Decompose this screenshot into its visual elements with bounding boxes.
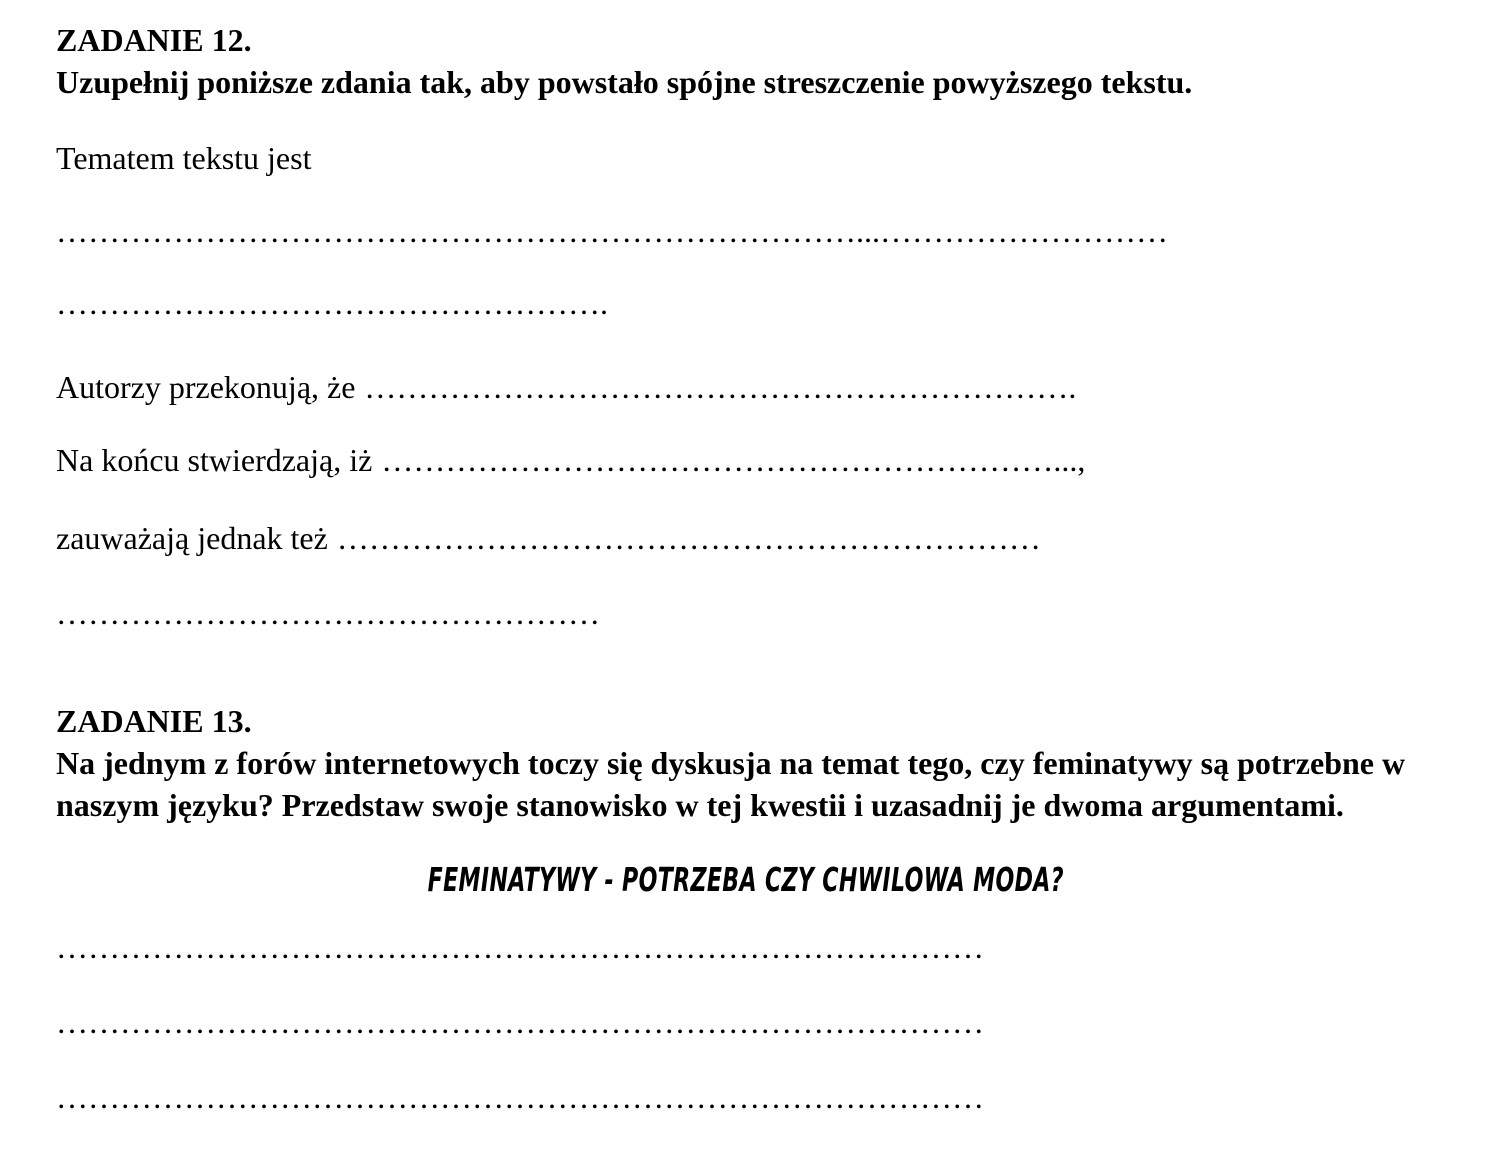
answer-blank-line-1: …………………………………………………………………...……………………… <box>56 213 1168 249</box>
task-12-heading: ZADANIE 12. <box>56 22 252 58</box>
task-12-opening-phrase: Tematem tekstu jest <box>56 140 312 176</box>
answer-blank-inline: ………………………………………………………… <box>336 520 1041 556</box>
essay-blank-line-2: …………………………………………………………………………… <box>56 1004 984 1040</box>
answer-blank-line-2: ……………………………………………. <box>56 285 608 321</box>
sentence-starter-conclusion <box>56 439 1436 481</box>
essay-blank-line-3: …………………………………………………………………………… <box>56 1079 984 1115</box>
essay-blank-line-1: …………………………………………………………………………… <box>56 929 984 965</box>
task-13-section <box>56 700 1436 1118</box>
sentence-starter-label: Autorzy przekonują, że <box>56 369 356 405</box>
sentence-starter-label: zauważają jednak też <box>56 520 328 556</box>
task-13-instruction-line-1: Na jednym z forów internetowych toczy się dyskusja na temat tego, czy feminatywy są potrzebne w <box>56 745 1406 781</box>
task-13-heading: ZADANIE 13. <box>56 703 252 739</box>
answer-blank-inline: …………………………………………………………. <box>364 369 1077 405</box>
forum-topic-row <box>56 859 1436 901</box>
task-12-instruction: Uzupełnij poniższe zdania tak, aby powstało spójne streszczenie powyższego tekstu. <box>56 64 1193 100</box>
worksheet-content <box>56 19 1436 1118</box>
sentence-starter-remark <box>56 517 1436 559</box>
task-12-section <box>56 19 1436 634</box>
forum-topic-title: FEMINATYWY - POTRZEBA CZY CHWILOWA MODA? <box>427 860 1065 899</box>
answer-blank-inline: ………………………………………………………..., <box>381 442 1086 478</box>
task-13-instruction-line-2: naszym języku? Przedstaw swoje stanowisko w tej kwestii i uzasadnij je dwoma argumentami. <box>56 787 1344 823</box>
answer-blank-line-3: …………………………………………… <box>56 595 600 631</box>
sentence-starter-label: Na końcu stwierdzają, iż <box>56 442 373 478</box>
sentence-starter-authors <box>56 366 1436 408</box>
